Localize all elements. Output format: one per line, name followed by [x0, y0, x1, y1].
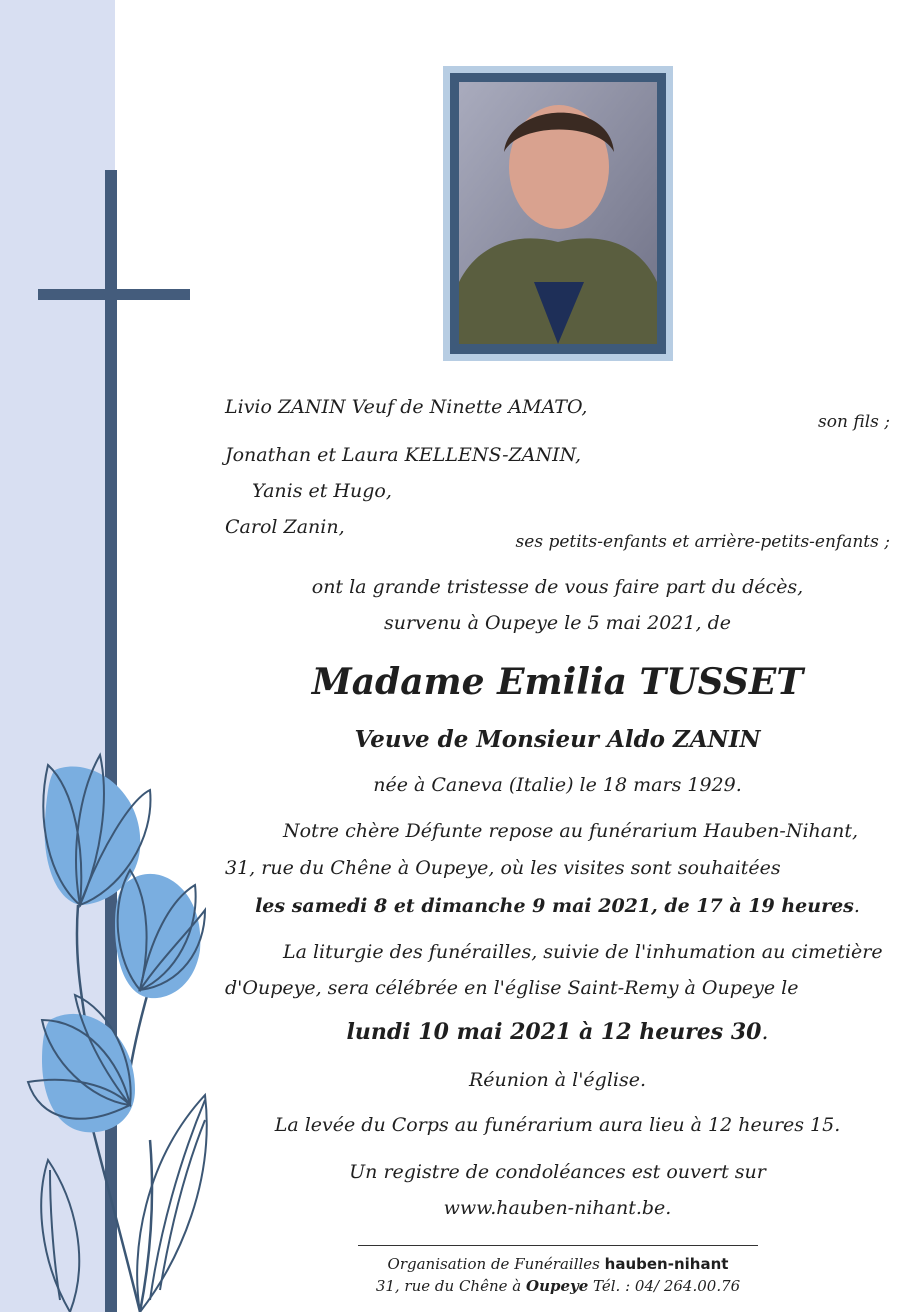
portrait-photo — [459, 82, 657, 344]
funeral-meeting: Réunion à l'église. — [468, 1069, 647, 1091]
deceased-name: Madame Emilia TUSSET — [311, 661, 804, 703]
announcement-line-1: ont la grande tristesse de vous faire part du décès, — [311, 576, 804, 598]
family-role-grandchildren: ses petits-enfants et arrière-petits-enfants ; — [515, 532, 890, 552]
family-line-grandchildren: Jonathan et Laura KELLENS-ZANIN, — [225, 444, 582, 466]
tulip-flowers-decoration — [0, 0, 230, 1312]
funeral-levee: La levée du Corps au funérarium aura lieu à 12 heures 15. — [274, 1114, 841, 1136]
cross-icon — [38, 170, 190, 1312]
visits-line-2: 31, rue du Chêne à Oupeye, où les visites sont souhaitées — [225, 857, 781, 879]
portrait-frame — [443, 66, 673, 361]
brand-logo: hauben-nihant — [604, 1255, 729, 1273]
announcement-line-2: survenu à Oupeye le 5 mai 2021, de — [384, 612, 731, 634]
family-role-son: son fils ; — [818, 412, 890, 432]
family-line-son: Livio ZANIN Veuf de Ninette AMATO, — [225, 396, 588, 418]
funeral-line-1: La liturgie des funérailles, suivie de l'inhumation au cimetière — [283, 941, 883, 963]
funeral-line-2: d'Oupeye, sera célébrée en l'église Saint-Remy à Oupeye le — [225, 977, 799, 999]
visits-line-1: Notre chère Défunte repose au funérarium Hauben-Nihant, — [283, 820, 859, 842]
deceased-birth: née à Caneva (Italie) le 18 mars 1929. — [373, 774, 742, 796]
footer-address: 31, rue du Chêne à Oupeye Tél. : 04/ 264.00.76 — [375, 1277, 741, 1295]
family-line-carol: Carol Zanin, — [225, 516, 345, 538]
footer-divider — [358, 1245, 758, 1246]
website-link[interactable]: www.hauben-nihant.be. — [443, 1197, 672, 1219]
visits-dates: les samedi 8 et dimanche 9 mai 2021, de 17 à 19 heures. — [255, 895, 860, 917]
family-line-great-grandchildren: Yanis et Hugo, — [252, 480, 392, 502]
funeral-date: lundi 10 mai 2021 à 12 heures 30. — [346, 1019, 769, 1045]
footer-organisation: Organisation de Funérailles hauben-nihant — [387, 1255, 729, 1273]
deceased-spouse: Veuve de Monsieur Aldo ZANIN — [354, 726, 761, 753]
condolence-register: Un registre de condoléances est ouvert sur — [349, 1161, 766, 1183]
